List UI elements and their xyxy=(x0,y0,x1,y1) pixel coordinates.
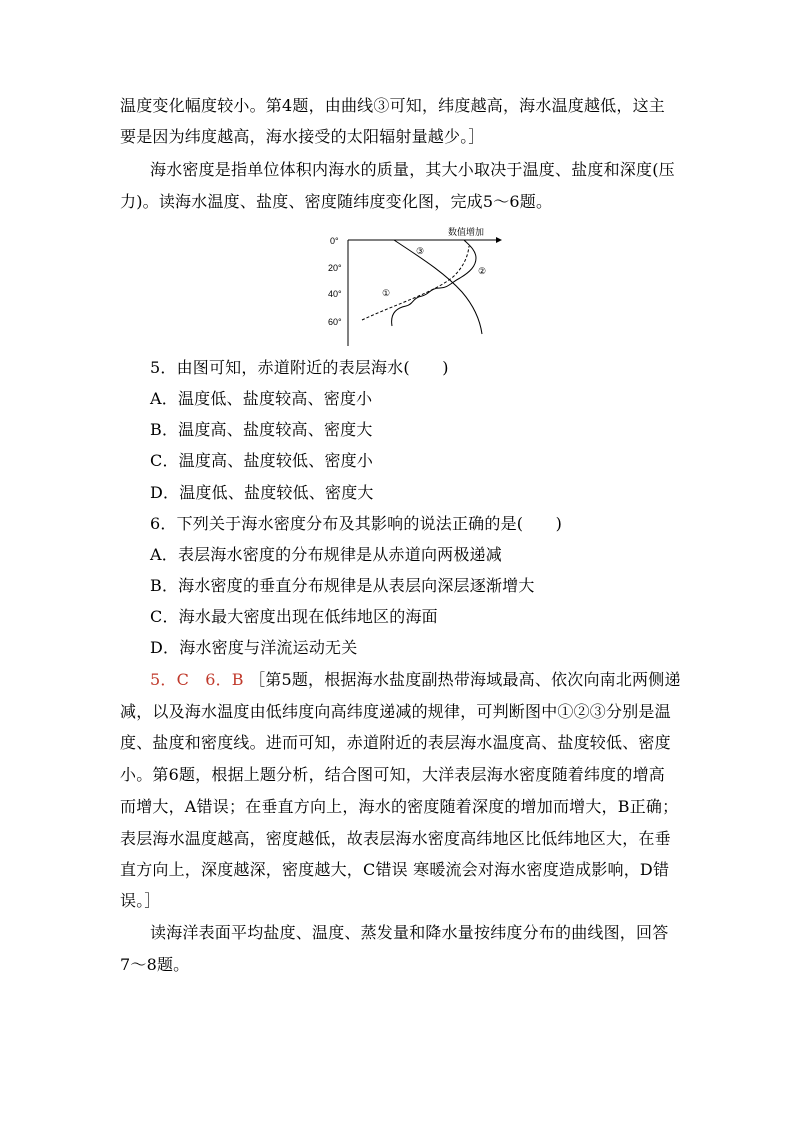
curve-label: ② xyxy=(478,266,487,276)
ocean-properties-figure xyxy=(326,226,502,348)
next-intro-line: 7～8题。 xyxy=(120,955,190,974)
question-6-option-b: B．海水密度的垂直分布规律是从表层向深层逐渐增大 xyxy=(150,576,535,595)
next-intro-line: 读海洋表面平均盐度、温度、蒸发量和降水量按纬度分布的曲线图，回答 xyxy=(150,923,669,942)
question-5-option-a: A．温度低、盐度较高、密度小 xyxy=(150,389,373,408)
question-6-stem: 6．下列关于海水密度分布及其影响的说法正确的是( ) xyxy=(150,514,563,533)
answer-line: 度、盐度和密度线。进而可知，赤道附近的表层海水温度高、盐度较低、密度 xyxy=(120,733,671,752)
answer-line: 减，以及海水温度由低纬度向高纬度递减的规律，可判断图中①②③分别是温 xyxy=(120,702,671,721)
paragraph-line: 海水密度是指单位体积内海水的质量，其大小取决于温度、盐度和深度(压 xyxy=(150,160,675,179)
paragraph-line: 要是因为纬度越高，海水接受的太阳辐射量越少。］ xyxy=(120,127,485,146)
lat-label: 0° xyxy=(330,236,339,246)
question-5-option-b: B．温度高、盐度较高、密度大 xyxy=(150,420,373,439)
lat-label: 40° xyxy=(328,289,342,299)
answer-line: 小。第6题，根据上题分析，结合图可知，大洋表层海水密度随着纬度的增高 xyxy=(120,765,665,784)
paragraph-line: 温度变化幅度较小。第4题，由曲线③可知，纬度越高，海水温度越低，这主 xyxy=(120,96,665,115)
paragraph-line: 力)。读海水温度、盐度、密度随纬度变化图，完成5～6题。 xyxy=(120,192,553,211)
question-5-stem: 5．由图可知，赤道附近的表层海水( ) xyxy=(150,358,449,377)
answer-line: 误。］ xyxy=(120,891,161,910)
curve-label: ③ xyxy=(416,246,425,256)
curve-label: ① xyxy=(382,288,391,298)
curve-2-line xyxy=(392,240,476,326)
lat-label: 20° xyxy=(328,263,342,273)
question-5-option-c: C．温度高、盐度较低、密度小 xyxy=(150,451,374,470)
question-5-option-d: D．温度低、盐度较低、密度大 xyxy=(150,483,374,502)
answer-key: 5．C 6．B xyxy=(150,670,244,689)
answer-explanation-start: ［第5题，根据海水盐度副热带海域最高、依次向南北两侧递 xyxy=(249,670,681,689)
answer-first-line xyxy=(150,670,710,690)
question-6-option-c: C．海水最大密度出现在低纬地区的海面 xyxy=(150,607,438,626)
axis-arrow-icon xyxy=(496,237,502,243)
answer-line: 直方向上，深度越深，密度越大，C错误 寒暖流会对海水密度造成影响，D错 xyxy=(120,860,670,879)
latitude-profile-diagram xyxy=(326,226,502,348)
question-6-option-d: D．海水密度与洋流运动无关 xyxy=(150,638,358,657)
increase-label: 数值增加 xyxy=(448,227,485,237)
answer-line: 而增大，A错误；在垂直方向上，海水的密度随着深度的增加而增大，B正确； xyxy=(120,797,679,816)
answer-line: 表层海水温度越高，密度越低，故表层海水密度高纬地区比低纬地区大，在垂 xyxy=(120,829,671,848)
lat-label: 60° xyxy=(328,317,342,327)
question-6-option-a: A．表层海水密度的分布规律是从赤道向两极递减 xyxy=(150,545,502,564)
